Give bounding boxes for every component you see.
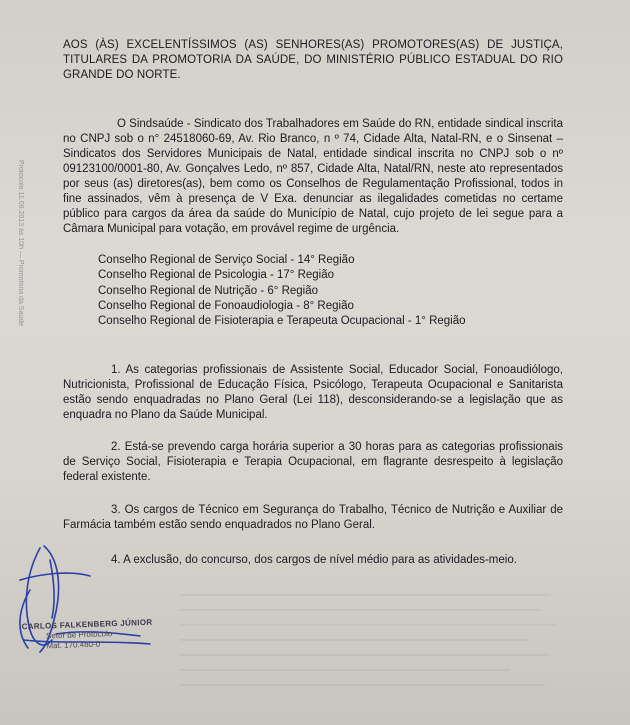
council-list [98,253,466,329]
item-1: 1. As categorias profissionais de Assistente Social, Educador Social, Fonoaudiólogo, Nutricionista, Profissional de Educação Física, Psicólogo, Terapeuta Ocupacional e Sanitarista estão sendo enquadradas no Plano Geral (Lei 118), desconsiderando-se a legislação que as enquadra no Plano da Saúde Municipal. [63,364,563,421]
protocol-stamp [22,618,154,653]
item-2: 2. Está-se prevendo carga horária superior a 30 horas para as categorias profissionais de Serviço Social, Fisioterapia e Terapia Ocupacional, em flagrante desrespeito à legislação federal existente. [63,441,563,483]
addressee-header: AOS (ÀS) EXCELENTÍSSIMOS (AS) SENHORES(AS) PROMOTORES(AS) DE JUSTIÇA, TITULARES DA PROMOTORIA DA SAÚDE, DO MINISTÉRIO PÚBLICO ESTADUAL DO RIO GRANDE DO NORTE. [63,39,563,81]
item-4: 4. A exclusão, do concurso, dos cargos de nível médio para as atividades-meio. [111,554,517,566]
council-item: Conselho Regional de Psicologia - 17° Região [98,269,335,282]
stamp-name: CARLOS FALKENBERG JÚNIOR [21,617,153,632]
back-side-bleed-through [170,585,570,705]
council-item: Conselho Regional de Nutrição - 6° Região [98,284,319,297]
intro-paragraph: O Sindsaúde - Sindicato dos Trabalhadores em Saúde do RN, entidade sindical inscrita no CNPJ sob o n° 24518060-69, Av. Rio Branco, n º 74, Cidade Alta, Natal-RN, e o Sinsenat – Sindicatos dos Servidores Municipais de Natal, entidade sindical inscrita no CNPJ sob o nº 09123100/0001-80, Av. Gonçalves Ledo, nº 857, Cidade Alta, Natal/RN, neste ato representados por seus (as) diretores(as), bem como os Conselhos de Regulamentação Profissional, todos in fine assinados, vêm à presença de V Exa. denunciar as ilegalidades cometidas no certame público para cargos da área da saúde do Município de Natal, cujo projeto de lei segue para a Câmara Municipal para votação, em provável regime de urgência. [63,118,563,235]
stamp-registration: Mat. 170.480-0 [46,639,101,651]
item-3: 3. Os cargos de Técnico em Segurança do Trabalho, Técnico de Nutrição e Auxiliar de Farmácia também estão sendo enquadrados no Plano Geral. [63,504,563,531]
council-item: Conselho Regional de Fonoaudiologia - 8° Região [98,299,354,312]
council-item: Conselho Regional de Serviço Social - 14° Região [98,254,355,266]
council-item: Conselho Regional de Fisioterapia e Terapeuta Ocupacional - 1° Região [98,315,466,328]
stamp-role: Setor de Protocolo [45,629,113,641]
margin-protocol-note: Protocolo 11.09.2013 às 10h — Promotoria da Saúde [17,160,24,327]
